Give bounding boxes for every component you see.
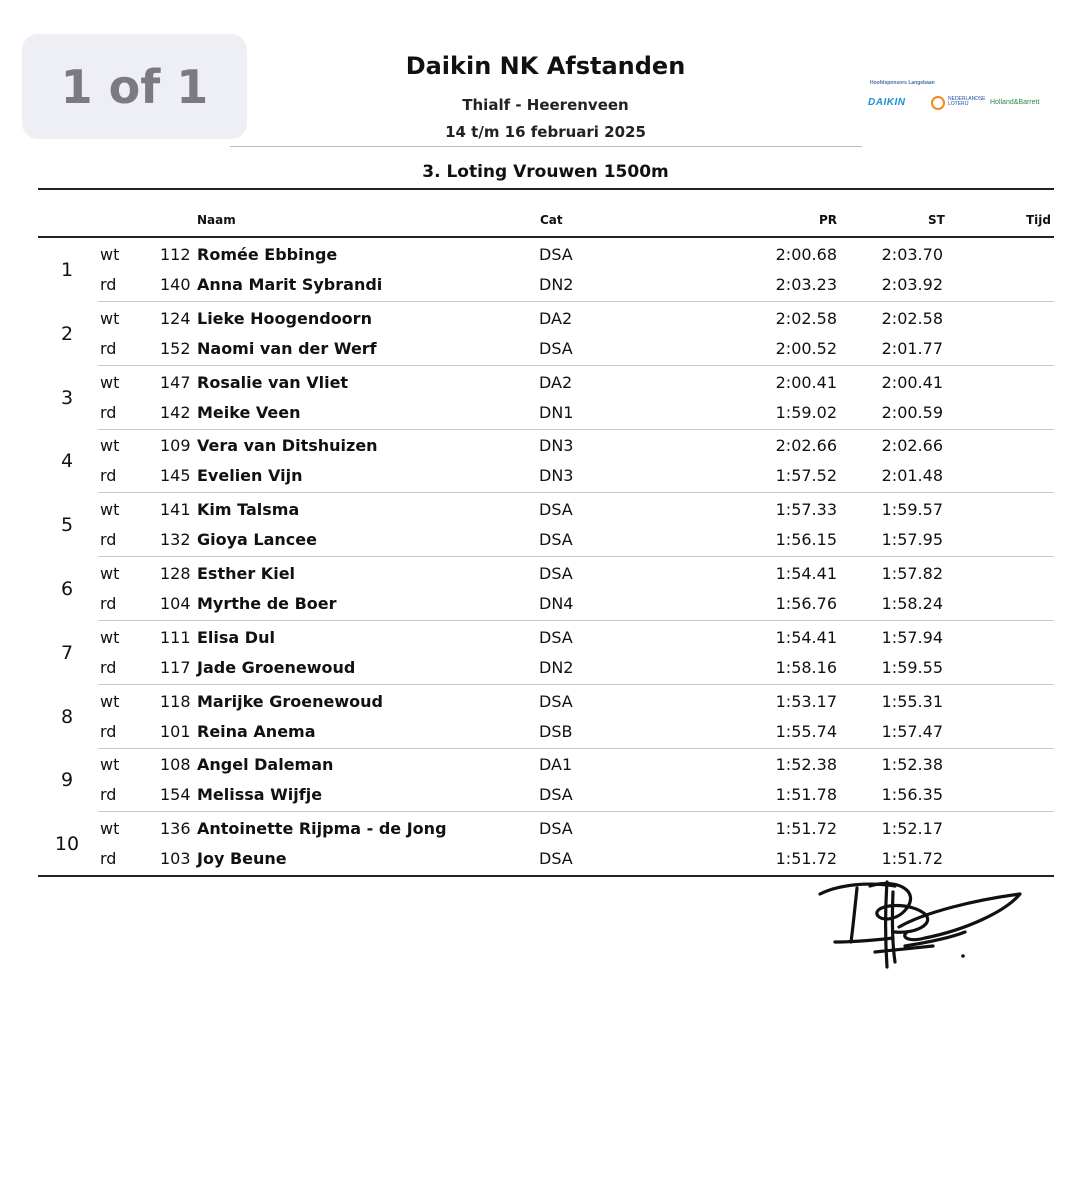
personal-record: 2:00.68: [775, 245, 837, 264]
lane-color: rd: [100, 275, 117, 294]
lane-color: wt: [100, 691, 120, 711]
table-row: [38, 780, 1054, 810]
skater-name: Angel Daleman: [197, 755, 334, 775]
skater-name: Joy Beune: [197, 849, 287, 869]
start-number: 128: [160, 564, 191, 583]
lane-color: wt: [100, 245, 120, 264]
personal-record: 1:54.41: [775, 627, 837, 647]
lottery-logo-icon: [931, 96, 945, 110]
lane-color: rd: [100, 338, 117, 358]
personal-record: 1:51.72: [775, 819, 837, 839]
lane-color: wt: [100, 308, 120, 328]
heat-number: 5: [60, 514, 74, 537]
start-number: 108: [160, 755, 191, 775]
start-number: 142: [160, 402, 191, 422]
skater-name: Myrthe de Boer: [197, 594, 337, 613]
category: DSA: [539, 819, 573, 839]
table-row: [38, 814, 1054, 844]
personal-record: 1:53.17: [775, 691, 837, 711]
category: DSA: [539, 627, 573, 647]
category: DA2: [539, 372, 573, 392]
heat-number: 4: [60, 450, 74, 473]
category: DSA: [539, 338, 573, 358]
lane-color: wt: [100, 436, 120, 456]
start-number: 109: [160, 436, 191, 456]
event-dates: 14 t/m 16 februari 2025: [445, 123, 646, 141]
lane-color: wt: [100, 755, 120, 775]
personal-record: 1:51.72: [775, 849, 837, 869]
category: DA1: [539, 755, 573, 775]
personal-record: 1:56.15: [775, 530, 837, 550]
season-best: 2:01.77: [881, 338, 943, 358]
heat-group: [38, 748, 1054, 812]
start-number: 152: [160, 338, 191, 358]
heat-group: [38, 685, 1054, 749]
skater-name: Esther Kiel: [197, 564, 296, 583]
season-best: 1:57.47: [881, 721, 943, 741]
personal-record: 2:03.23: [775, 275, 837, 294]
heat-group: [38, 429, 1054, 493]
table-row: [38, 334, 1054, 364]
season-best: 2:02.66: [881, 436, 943, 456]
personal-record: 1:51.78: [775, 785, 837, 805]
season-best: 2:03.92: [881, 275, 943, 294]
category: DSA: [539, 849, 573, 869]
table-row: [38, 653, 1054, 683]
personal-record: 2:00.41: [775, 372, 837, 392]
venue: Thialf - Heerenveen: [462, 96, 629, 114]
personal-record: 1:56.76: [775, 594, 837, 613]
personal-record: 1:57.52: [775, 466, 837, 486]
skater-name: Evelien Vijn: [197, 466, 303, 486]
start-number: 111: [160, 627, 191, 647]
lane-color: wt: [100, 500, 120, 520]
top-rule: [38, 188, 1054, 190]
table-row: [38, 687, 1054, 717]
heat-number: 10: [54, 833, 80, 856]
page-indicator: 1 of 1: [22, 34, 247, 139]
heat-group: [38, 238, 1054, 302]
table-row: [38, 589, 1054, 619]
col-header-name: Naam: [197, 213, 236, 227]
skater-name: Anna Marit Sybrandi: [197, 275, 383, 294]
heat-group: [38, 366, 1054, 430]
season-best: 1:52.38: [881, 755, 943, 775]
skater-name: Gioya Lancee: [197, 530, 317, 550]
lane-color: rd: [100, 785, 117, 805]
category: DSA: [539, 564, 573, 583]
col-header-cat: Cat: [540, 213, 563, 227]
category: DSA: [539, 530, 573, 550]
sponsor-logos: [868, 80, 1058, 110]
heat-number: 8: [60, 705, 74, 728]
sponsors-caption: Hoofdsponsors Langebaan: [870, 80, 935, 86]
daikin-logo: DAIKIN: [868, 97, 906, 108]
category: DN2: [539, 275, 574, 294]
season-best: 1:59.57: [881, 500, 943, 520]
category: DSA: [539, 691, 573, 711]
start-number: 140: [160, 275, 191, 294]
season-best: 2:01.48: [881, 466, 943, 486]
heat-group: [38, 493, 1054, 557]
start-number: 124: [160, 308, 191, 328]
table-row: [38, 559, 1054, 589]
heat-number: 2: [60, 322, 74, 345]
season-best: 1:57.94: [881, 627, 943, 647]
category: DSA: [539, 500, 573, 520]
season-best: 1:51.72: [881, 849, 943, 869]
heat-group: [38, 557, 1054, 621]
skater-name: Reina Anema: [197, 721, 316, 741]
table-row: [38, 398, 1054, 428]
category: DN1: [539, 402, 574, 422]
lane-color: wt: [100, 627, 120, 647]
table-row: [38, 525, 1054, 555]
signature-mark: [815, 872, 1030, 972]
season-best: 1:58.24: [881, 594, 943, 613]
season-best: 1:59.55: [881, 657, 943, 677]
personal-record: 2:02.58: [775, 308, 837, 328]
personal-record: 2:02.66: [775, 436, 837, 456]
skater-name: Rosalie van Vliet: [197, 372, 349, 392]
season-best: 2:00.41: [881, 372, 943, 392]
start-number: 132: [160, 530, 191, 550]
table-row: [38, 495, 1054, 525]
section-title: 3. Loting Vrouwen 1500m: [422, 162, 669, 182]
skater-name: Jade Groenewoud: [197, 657, 356, 677]
personal-record: 1:54.41: [775, 564, 837, 583]
lane-color: rd: [100, 594, 117, 613]
header-divider: [230, 146, 862, 147]
lane-color: wt: [100, 372, 120, 392]
skater-name: Lieke Hoogendoorn: [197, 308, 372, 328]
season-best: 1:57.95: [881, 530, 943, 550]
start-number: 117: [160, 657, 191, 677]
table-row: [38, 240, 1054, 270]
category: DN2: [539, 657, 574, 677]
skater-name: Marijke Groenewoud: [197, 691, 383, 711]
heat-group: [38, 302, 1054, 366]
season-best: 1:55.31: [881, 691, 943, 711]
category: DN4: [539, 594, 574, 613]
category: DSA: [539, 245, 573, 264]
table-row: [38, 431, 1054, 461]
skater-name: Romée Ebbinge: [197, 245, 338, 264]
start-number: 141: [160, 500, 191, 520]
lane-color: wt: [100, 819, 120, 839]
start-number: 112: [160, 245, 191, 264]
lottery-logo: NEDERLANDSE LOTERIJ: [948, 96, 986, 107]
start-number: 136: [160, 819, 191, 839]
category: DSB: [539, 721, 573, 741]
season-best: 1:56.35: [881, 785, 943, 805]
heat-group: [38, 812, 1054, 876]
start-number: 118: [160, 691, 191, 711]
personal-record: 2:00.52: [775, 338, 837, 358]
heat-number: 9: [60, 769, 74, 792]
skater-name: Kim Talsma: [197, 500, 300, 520]
table-row: [38, 270, 1054, 300]
col-header-st: ST: [928, 213, 945, 227]
table-row: [38, 304, 1054, 334]
table-row: [38, 750, 1054, 780]
skater-name: Melissa Wijfje: [197, 785, 323, 805]
table-row: [38, 844, 1054, 874]
season-best: 2:02.58: [881, 308, 943, 328]
season-best: 1:52.17: [881, 819, 943, 839]
season-best: 2:00.59: [881, 402, 943, 422]
heat-number: 1: [60, 259, 74, 281]
category: DA2: [539, 308, 573, 328]
table-row: [38, 717, 1054, 747]
start-number: 101: [160, 721, 191, 741]
start-number: 104: [160, 594, 191, 613]
skater-name: Antoinette Rijpma - de Jong: [197, 819, 447, 839]
skater-name: Meike Veen: [197, 402, 301, 422]
category: DN3: [539, 466, 574, 486]
start-number: 103: [160, 849, 191, 869]
season-best: 2:03.70: [881, 245, 943, 264]
start-number: 145: [160, 466, 191, 486]
lane-color: rd: [100, 657, 117, 677]
skater-name: Elisa Dul: [197, 627, 275, 647]
category: DN3: [539, 436, 574, 456]
table-row: [38, 461, 1054, 491]
heat-number: 7: [60, 641, 74, 664]
start-number: 147: [160, 372, 191, 392]
personal-record: 1:57.33: [775, 500, 837, 520]
personal-record: 1:55.74: [775, 721, 837, 741]
document-title: Daikin NK Afstanden: [405, 52, 686, 80]
lane-color: rd: [100, 849, 117, 869]
lane-color: wt: [100, 564, 120, 583]
col-header-pr: PR: [819, 213, 838, 227]
start-number: 154: [160, 785, 191, 805]
table-row: [38, 368, 1054, 398]
category: DSA: [539, 785, 573, 805]
personal-record: 1:58.16: [775, 657, 837, 677]
personal-record: 1:59.02: [775, 402, 837, 422]
col-header-time: Tijd: [1026, 213, 1052, 227]
heat-group: [38, 621, 1054, 685]
heat-number: 6: [60, 578, 74, 600]
lane-color: rd: [100, 466, 117, 486]
season-best: 1:57.82: [881, 564, 943, 583]
lane-color: rd: [100, 721, 117, 741]
heat-number: 3: [60, 386, 74, 409]
holland-barrett-logo: Holland&Barrett: [990, 99, 1040, 106]
skater-name: Vera van Ditshuizen: [197, 436, 378, 456]
personal-record: 1:52.38: [775, 755, 837, 775]
lane-color: rd: [100, 402, 117, 422]
skater-name: Naomi van der Werf: [197, 338, 377, 358]
table-row: [38, 623, 1054, 653]
lane-color: rd: [100, 530, 117, 550]
